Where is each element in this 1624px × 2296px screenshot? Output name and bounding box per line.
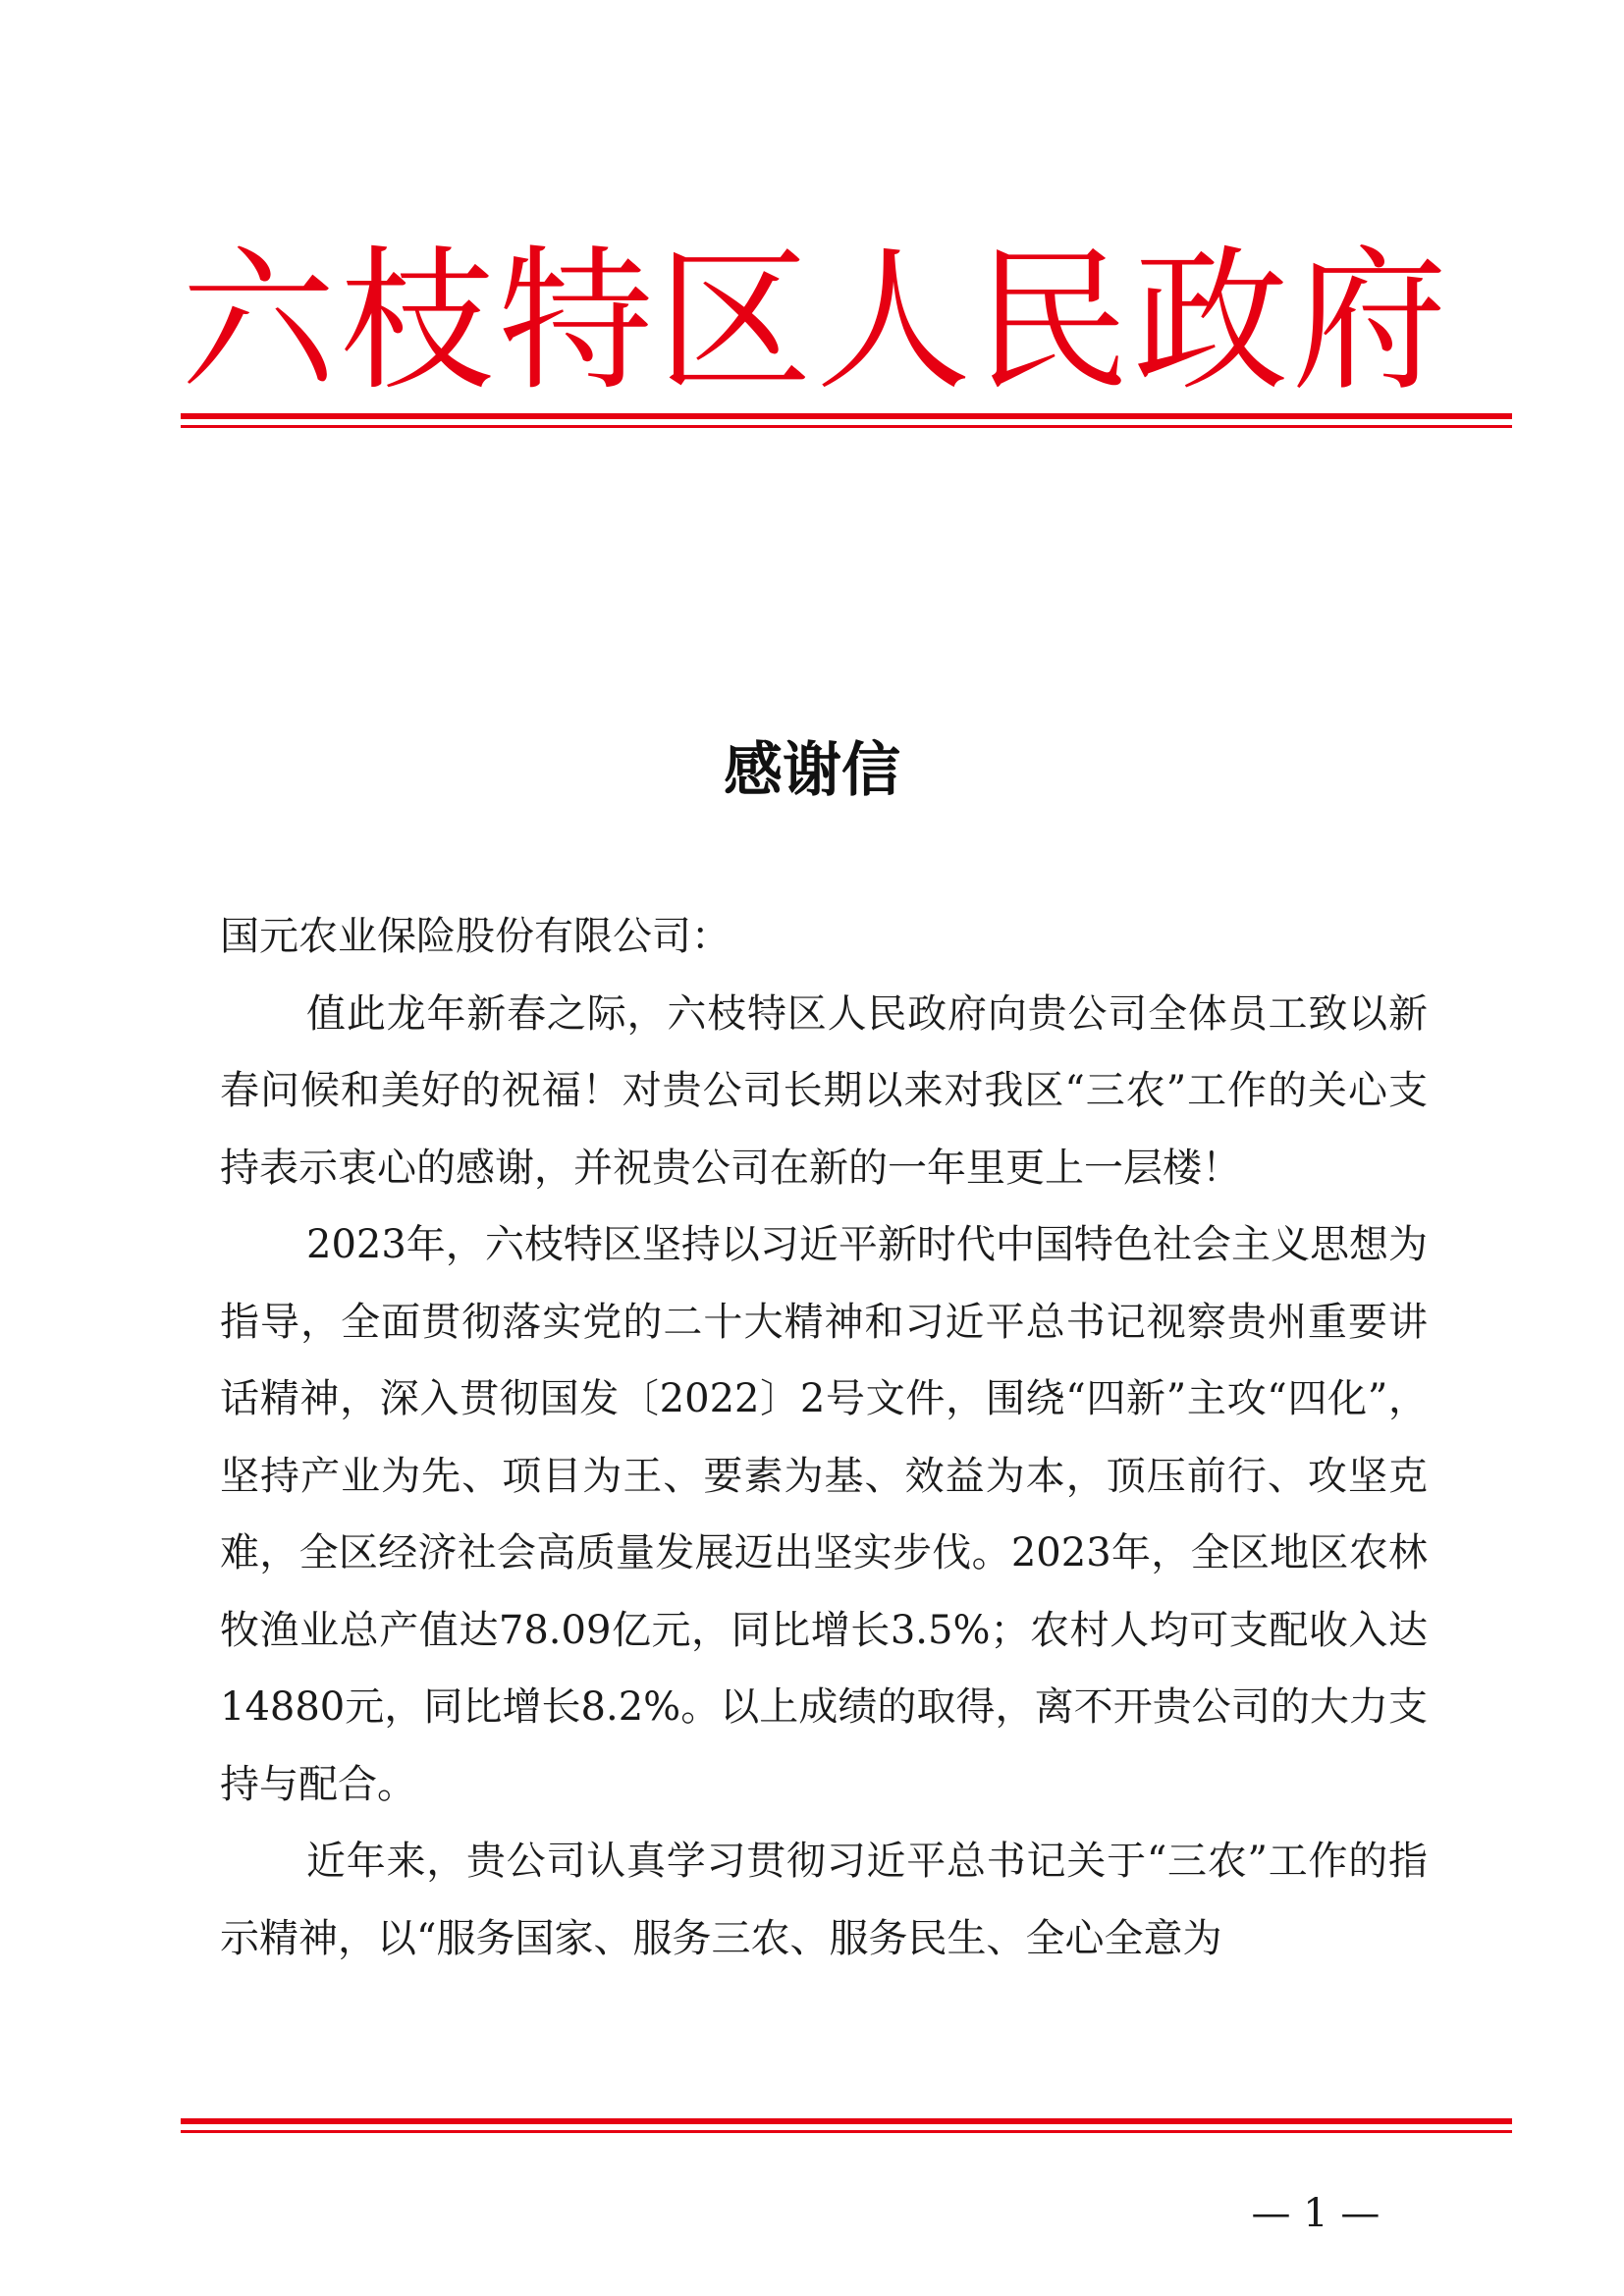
letterhead-rule-thick: [181, 413, 1512, 419]
letterhead-char: 政: [1133, 232, 1289, 412]
salutation: 国元农业保险股份有限公司：: [220, 914, 731, 959]
footer-rule-thin: [181, 2130, 1512, 2133]
letter-body: [220, 898, 1428, 1977]
paragraph: 2023年，六枝特区坚持以习近平新时代中国特色社会主义思想为指导，全面贯彻落实党的二十大精神和习近平总书记视察贵州重要讲话精神，深入贯彻国发〔2022〕2号文件，围绕“四新”主攻“四化”，坚持产业为先、项目为王、要素为基、效益为本，顶压前行、攻坚克难，全区经济社会高质量发展迈出坚实步伐。2023年，全区地区农林牧渔业总产值达78.09亿元，同比增长3.5%；农村人均可支配收入达14880元，同比增长8.2%。以上成绩的取得，离不开贵公司的大力支持与配合。: [220, 1222, 1428, 1807]
letter-title: 感谢信: [724, 736, 900, 805]
letterhead-char: 民: [974, 232, 1130, 412]
letterhead-char: 府: [1291, 232, 1447, 412]
letterhead-char: 六: [181, 232, 336, 412]
letterhead-title: [181, 224, 1447, 420]
footer-rule-thick: [181, 2118, 1512, 2124]
paragraph: 近年来，贵公司认真学习贯彻习近平总书记关于“三农”工作的指示精神，以“服务国家、服务三农、服务民生、全心全意为: [220, 1839, 1428, 1961]
letterhead-char: 人: [815, 232, 971, 412]
page-number: — 1 —: [1251, 2191, 1380, 2236]
letterhead-rule-thin: [181, 425, 1512, 428]
letterhead-char: 枝: [339, 232, 495, 412]
paragraph: 值此龙年新春之际，六枝特区人民政府向贵公司全体员工致以新春问候和美好的祝福！对贵公司长期以来对我区“三农”工作的关心支持表示衷心的感谢，并祝贵公司在新的一年里更上一层楼！: [220, 990, 1428, 1191]
letterhead-char: 区: [657, 232, 813, 412]
letterhead-char: 特: [498, 232, 654, 412]
